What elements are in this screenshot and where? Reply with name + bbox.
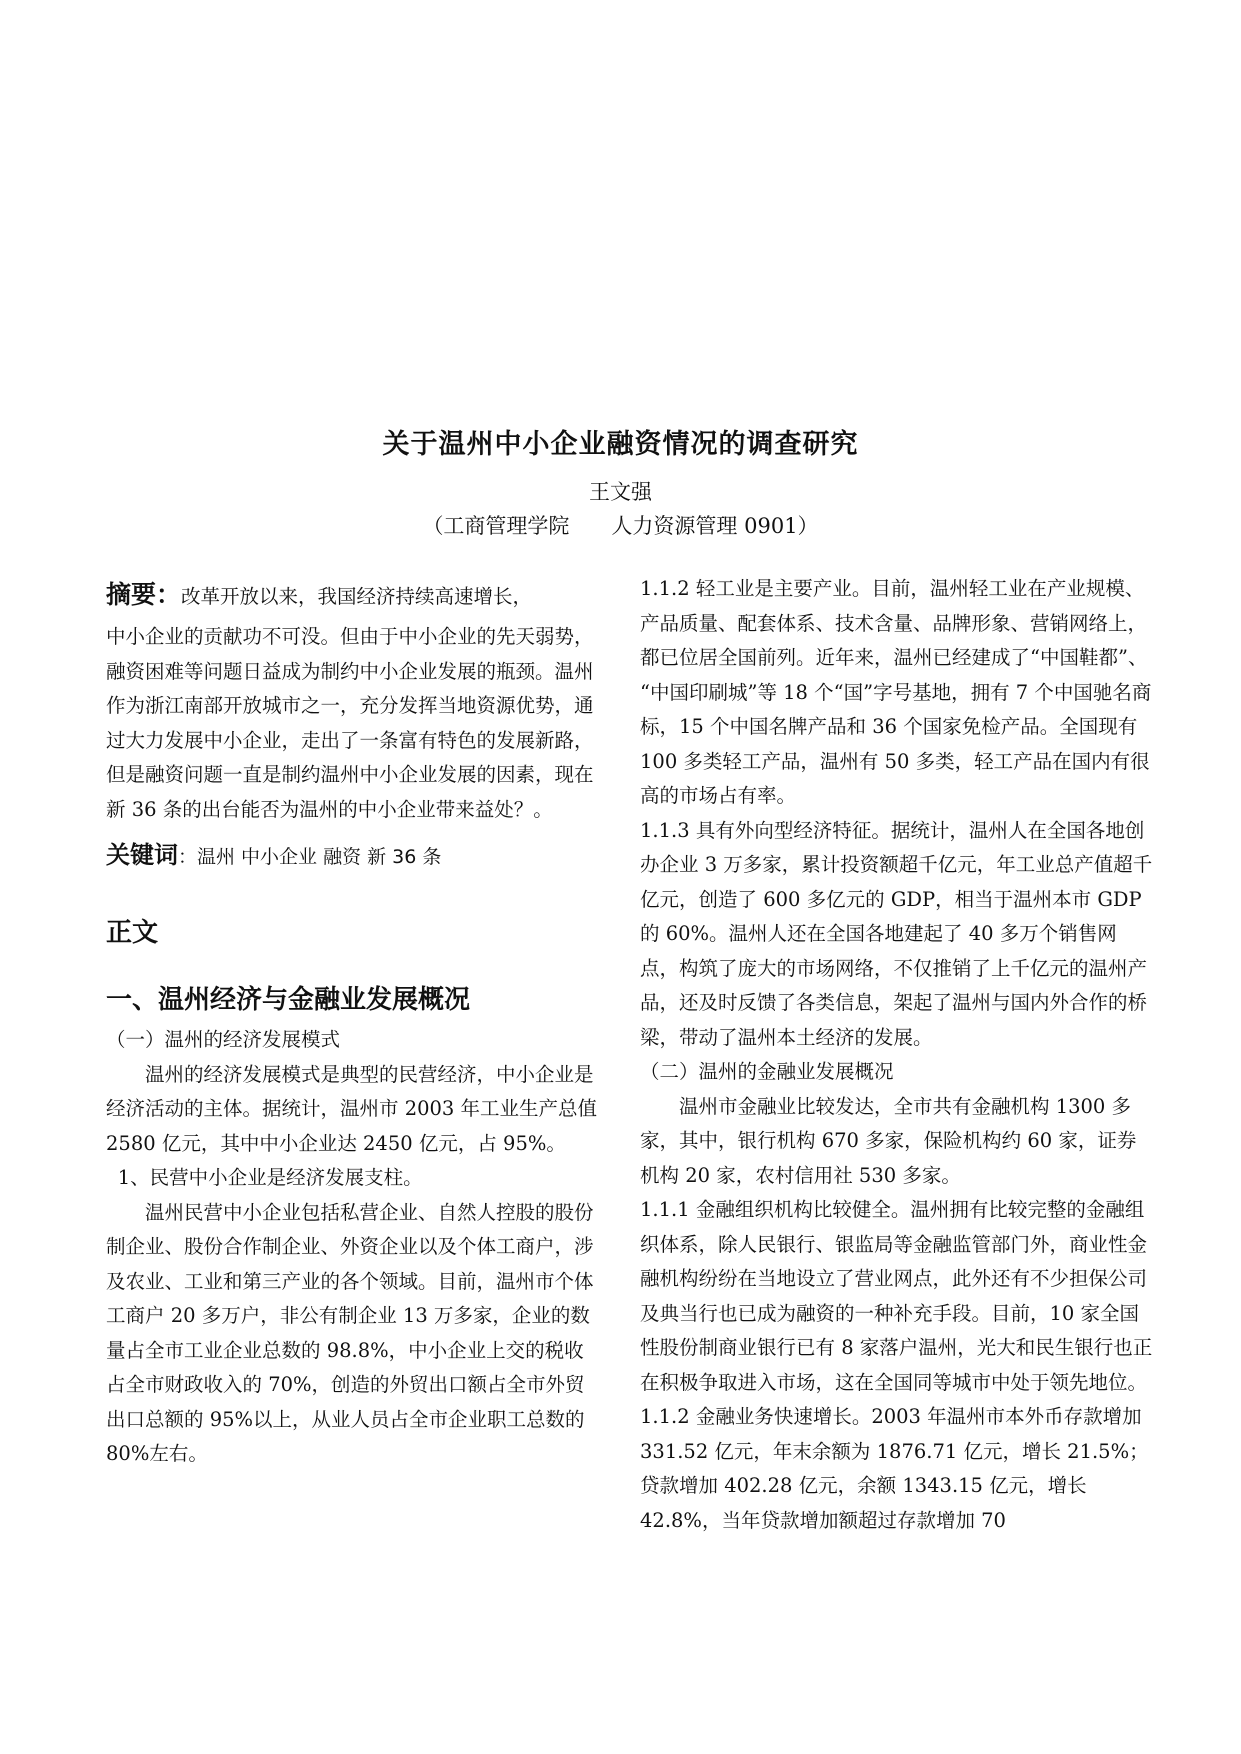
paper-title: 关于温州中小企业融资情况的调查研究 (382, 429, 859, 460)
paragraph-light-industry: 1.1.2 轻工业是主要产业。目前，温州轻工业在产业规模、产品质量、配套体系、技术含量、品牌形象、营销网络上，都已位居全国前列。近年来，温州已经建成了“中国鞋都”、 “中国印刷城”等 18 个“国”字号基地，拥有 7 个中国驰名商标，15 个中国名牌产品和 36 个国家免检产品。全国现有 100 多类轻工产品，温州有 50 多类，轻工产品在国内有很高的市场占有率。 (640, 577, 1152, 807)
abstract-first-line: 改革开放以来，我国经济持续高速增长， (181, 585, 533, 608)
keywords-text: ：温州 中小企业 融资 新 36 条 (178, 846, 442, 868)
paragraph-finance-growth: 1.1.2 金融业务快速增长。2003 年温州市本外币存款增加 331.52 亿元，年末余额为 1876.71 亿元，增长 21.5%；贷款增加 402.28 亿元，余额 1343.15 亿元，增长 42.8%，当年贷款增加额超过存款增加 70 (640, 1405, 1149, 1532)
subsection-heading-economy: （一）温州的经济发展模式 (106, 1028, 341, 1051)
left-column (106, 572, 602, 1472)
paragraph-finance-institutions: 1.1.1 金融组织机构比较健全。温州拥有比较完整的金融组织体系，除人民银行、银监局等金融监管部门外，商业性金融机构纷纷在当地设立了营业网点，此外还有不少担保公司及典当行也已成为融资的一种补充手段。目前，10 家全国性股份制商业银行已有 8 家落户温州，光大和民生银行也正在积极争取进入市场，这在全国同等城市中处于领先地位。 (640, 1198, 1153, 1394)
subsection-heading-finance: （二）温州的金融业发展概况 (640, 1060, 894, 1083)
abstract-body: 中小企业的贡献功不可没。但由于中小企业的先天弱势，融资困难等问题日益成为制约中小企业发展的瓶颈。温州作为浙江南部开放城市之一，充分发挥当地资源优势，通过大力发展中小企业，走出了一条富有特色的发展新路，但是融资问题一直是制约温州中小企业发展的因素，现在新 36 条的出台能否为温州的中小企业带来益处？。 (106, 625, 594, 821)
author-affiliation: （工商管理学院 人力资源管理 0901） (422, 514, 819, 538)
paragraph-outward-economy: 1.1.3 具有外向型经济特征。据统计，温州人在全国各地创办企业 3 万多家，累计投资额超千亿元，年工业总产值超千亿元，创造了 600 多亿元的 GDP，相当于温州本市 GDP 的 60%。温州人还在全国各地建起了 40 多万个销售网点，构筑了庞大的市场网络，不仅推销了上千亿元的温州产品，还及时反馈了各类信息，架起了温州与国内外合作的桥梁，带动了温州本土经济的发展。 (640, 818, 1153, 1049)
paragraph-economy-model: 温州的经济发展模式是典型的民营经济，中小企业是经济活动的主体。据统计，温州市 2003 年工业生产总值 2580 亿元，其中中小企业达 2450 亿元，占 95%。 (106, 1062, 598, 1155)
item-heading-private-sme: 1、民营中小企业是经济发展支柱。 (117, 1166, 423, 1189)
chapter-heading: 一、温州经济与金融业发展概况 (106, 985, 471, 1015)
main-text-heading: 正文 (106, 918, 159, 948)
keywords (106, 835, 602, 877)
abstract-label: 摘要： (106, 580, 182, 609)
abstract (106, 572, 602, 620)
keywords-label: 关键词 (106, 841, 178, 869)
paragraph-finance-overview: 温州市金融业比较发达，全市共有金融机构 1300 多家，其中，银行机构 670 多家，保险机构约 60 家，证券机构 20 家，农村信用社 530 多家。 (640, 1094, 1137, 1187)
right-column (640, 572, 1155, 1538)
author-name: 王文强 (589, 480, 652, 504)
paragraph-private-sme: 温州民营中小企业包括私营企业、自然人控股的股份制企业、股份合作制企业、外资企业以及个体工商户，涉及农业、工业和第三产业的各个领域。目前，温州市个体工商户 20 多万户，非公有制企业 13 万多家，企业的数量占全市工业企业总数的 98.8%，中小企业上交的税收占全市财政收入的 70%，创造的外贸出口额占全市外贸出口总额的 95%以上，从业人员占全市企业职工总数的 80%左右。 (106, 1200, 594, 1465)
